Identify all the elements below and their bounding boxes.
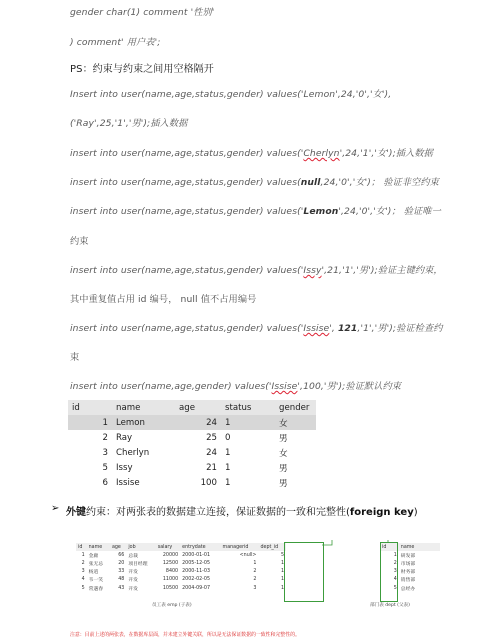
column-header: id (380, 543, 399, 551)
table-cell: 21 (206, 462, 217, 473)
table-cell: 2 (253, 577, 257, 583)
relation-connector (70, 540, 442, 620)
table-cell: 总经办 (400, 586, 416, 592)
table-cell: 5 (393, 585, 397, 591)
table-cell: 20000 (162, 552, 179, 558)
foreign-key-diagram (70, 540, 442, 620)
code-line-insert-unique (70, 203, 441, 217)
dept-caption: 部门表 dept (父表) (370, 603, 410, 608)
table-cell: 男 (279, 433, 288, 444)
table-cell: 2 (393, 560, 397, 566)
code-fragment: Cherlyn (303, 148, 340, 159)
table-cell: Ray (116, 432, 133, 443)
table-cell: 5 (280, 552, 284, 558)
code-line-insert-1: Insert into user(name,age,status,gender) values('Lemon',24,'0','女'), (70, 89, 392, 100)
table-cell: 市场部 (400, 561, 416, 567)
foreign-key-text: 约束：对两张表的数据建立连接，保证数据的一致和完整性( (86, 507, 350, 518)
table-cell: 1 (280, 569, 284, 575)
code-fragment: ',24,'0','女')； 验证唯一 (338, 206, 441, 217)
table-cell: 66 (118, 552, 125, 558)
table-cell: Cherlyn (116, 447, 150, 458)
table-cell: 男 (279, 463, 288, 474)
table-cell: Issy (116, 462, 133, 473)
code-fragment: Issise (303, 323, 330, 334)
table-cell: 0 (225, 432, 231, 443)
table-cell: 25 (206, 432, 217, 443)
code-line-wrap: 约束 (70, 236, 89, 247)
table-cell: Issise (116, 477, 140, 488)
column-header: name (399, 543, 440, 551)
code-line-wrap: 束 (70, 352, 80, 363)
table-cell: 张无忌 (88, 561, 104, 567)
code-fragment: Issy (303, 265, 322, 276)
table-cell: 1 (253, 560, 257, 566)
table-cell: 1 (280, 560, 284, 566)
table-cell: 1 (280, 585, 284, 591)
table-cell: 6 (102, 477, 108, 488)
table-cell: 20 (118, 560, 125, 566)
table-cell: 4 (393, 577, 397, 583)
code-fragment: insert into user(name,age,status,gender) values(' (70, 148, 304, 159)
column-header: age (175, 400, 221, 415)
result-table-header (68, 400, 316, 415)
code-line-insert-check (70, 320, 443, 334)
column-header: gender (275, 400, 316, 415)
code-fragment: ',100,'男');验证默认约束 (297, 381, 402, 392)
code-fragment: insert into user(name,age,status,gender) values(' (70, 265, 304, 276)
column-header: id (68, 400, 112, 415)
code-fragment-bold: null (300, 177, 321, 188)
table-row (68, 460, 316, 475)
table-cell: 2004-09-07 (182, 585, 211, 591)
table-cell: 男 (279, 478, 288, 489)
table-cell: 4 (81, 577, 85, 583)
result-table (68, 400, 316, 490)
relation-line (322, 540, 388, 545)
table-cell: 2 (81, 560, 85, 566)
table-cell: 48 (118, 577, 125, 583)
table-cell: 33 (118, 569, 125, 575)
table-cell: 1 (225, 477, 231, 488)
table-cell: 3 (81, 569, 85, 575)
code-line-insert-default (70, 378, 401, 392)
table-cell: 女 (279, 448, 288, 459)
column-header: dept_id (258, 543, 286, 551)
arrow-bullet-icon: ➢ (51, 503, 60, 514)
code-fragment: insert into user(name,age,gender) values(' (70, 381, 272, 392)
code-fragment: insert into user(name,age,status,gender) values( (70, 177, 301, 188)
column-header: name (112, 400, 175, 415)
table-cell: 2 (253, 569, 257, 575)
table-cell: 100 (200, 477, 217, 488)
table-cell: 常遇春 (88, 586, 104, 592)
code-line-insert-1-cont: ('Ray',25,'1','男');插入数据 (70, 118, 188, 129)
column-header: name (87, 543, 110, 551)
table-cell: 8400 (165, 569, 179, 575)
table-cell: 财务部 (400, 570, 416, 576)
table-row (68, 445, 316, 460)
table-row (68, 415, 316, 430)
table-cell: 3 (102, 447, 108, 458)
table-cell: 1 (221, 415, 275, 430)
code-fragment: insert into user(name,age,status,gender) values(' (70, 206, 304, 217)
column-header: salary (156, 543, 180, 551)
code-fragment: ',21,'1','男');验证主键约束， (321, 265, 443, 276)
table-cell: 销售部 (400, 578, 416, 584)
foreign-key-heading (66, 503, 418, 518)
foreign-key-close: ) (413, 507, 418, 518)
diagram-note: 注意：目前上述的两张表，在数据库层面，并未建立外键关联，所以是无法保证数据的一致性和完整性的。 (70, 632, 300, 638)
table-cell: 总裁 (128, 553, 138, 559)
code-fragment-bold: 121 (337, 323, 358, 334)
ps-note: PS：约束与约束之间用空格隔开 (70, 64, 214, 75)
table-cell: 1 (280, 577, 284, 583)
table-cell: 3 (253, 585, 257, 591)
emp-caption: 员工表 emp (子表) (152, 603, 192, 608)
table-cell: 5 (102, 462, 108, 473)
table-cell: 开发 (128, 586, 138, 592)
code-fragment: ', (329, 323, 338, 334)
table-cell: 2000-11-03 (182, 569, 211, 575)
table-cell: 11000 (162, 577, 179, 583)
code-fragment: ,'1','男');验证检查约 (357, 323, 443, 334)
table-cell: 开发 (128, 570, 138, 576)
table-cell: 2000-01-01 (182, 552, 211, 558)
code-line-gender: gender char(1) comment '性别' (70, 7, 215, 18)
table-row (68, 475, 316, 490)
code-line-table-comment: ) comment' 用户表'; (70, 37, 161, 48)
code-line-insert-cherlyn (70, 145, 433, 159)
table-cell: 1 (225, 447, 231, 458)
column-header: entrydate (180, 543, 220, 551)
column-header: status (221, 400, 275, 415)
foreign-key-title: 外键 (66, 507, 86, 518)
table-cell: 24 (175, 415, 221, 430)
column-header: id (76, 543, 87, 551)
table-cell: 3 (393, 569, 397, 575)
table-cell: 10500 (162, 585, 179, 591)
table-cell: 1 (393, 552, 397, 558)
table-cell: 5 (81, 585, 85, 591)
table-cell: 1 (81, 552, 85, 558)
table-cell: 24 (206, 447, 217, 458)
column-header: job (126, 543, 155, 551)
table-cell: 43 (118, 585, 125, 591)
foreign-key-term: foreign key (349, 507, 414, 518)
table-cell: 2 (102, 432, 108, 443)
table-cell: 金庸 (88, 553, 99, 559)
table-cell: 研发部 (400, 553, 416, 559)
table-cell: 女 (275, 415, 316, 430)
table-cell: Lemon (112, 415, 175, 430)
table-cell: 开发 (128, 578, 138, 584)
code-line-pk-note: 其中重复值占用 id 编号， null 值不占用编号 (70, 294, 257, 305)
table-cell: 2002-02-05 (182, 577, 211, 583)
column-header: managerid (221, 543, 259, 551)
table-cell: 项目经理 (128, 561, 148, 567)
code-fragment-bold: Lemon (303, 206, 339, 217)
table-cell: 杨逍 (88, 570, 99, 576)
table-row (68, 430, 316, 445)
table-cell: 2005-12-05 (182, 560, 211, 566)
code-line-insert-pk (70, 262, 443, 276)
code-fragment: ',24,'1','女');插入数据 (339, 148, 433, 159)
column-header: age (110, 543, 126, 551)
table-cell: 韦一笑 (88, 578, 104, 584)
code-line-insert-null (70, 174, 439, 188)
code-fragment: ,24,'0','女')； 验证非空约束 (320, 177, 439, 188)
code-fragment: insert into user(name,age,status,gender) values(' (70, 323, 304, 334)
table-cell: 12500 (162, 560, 179, 566)
table-cell: 1 (225, 462, 231, 473)
table-cell: <null> (239, 552, 257, 558)
code-fragment: Issise (271, 381, 298, 392)
table-cell: 1 (68, 415, 112, 430)
